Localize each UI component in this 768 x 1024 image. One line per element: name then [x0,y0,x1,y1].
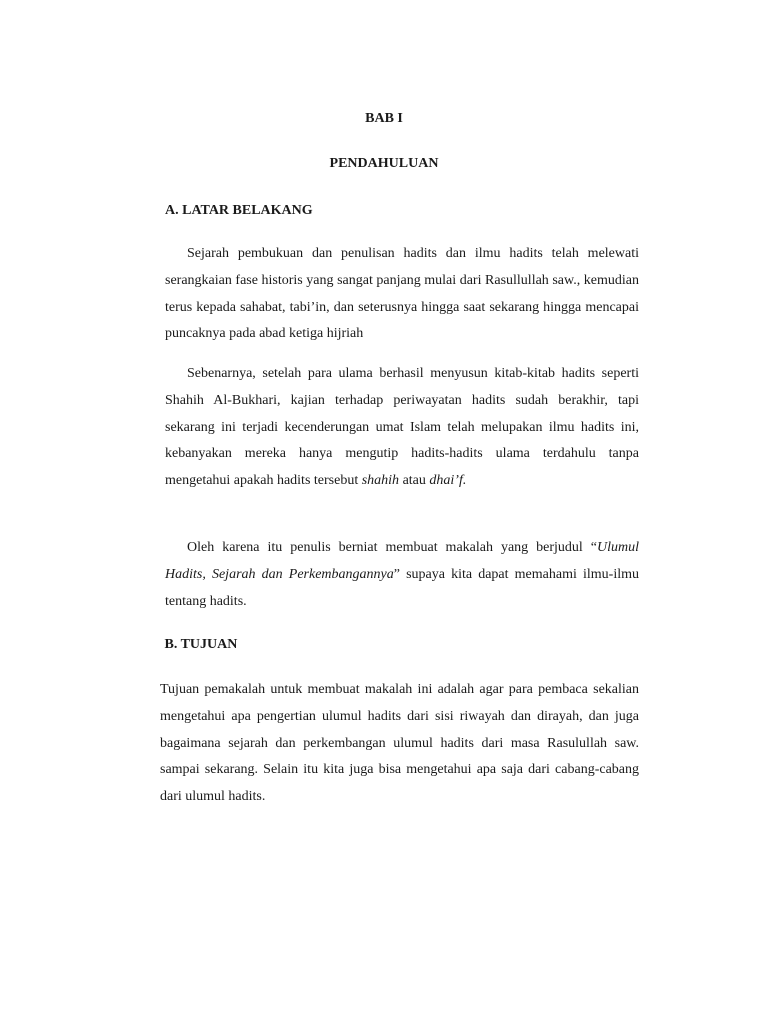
paragraph-3-text-after: ” supaya kita dapat memahami ilmu-ilmu tentang hadits. [165,566,639,609]
paragraph-2-text: Sebenarnya, setelah para ulama berhasil menyusun kitab-kitab hadits seperti Shahih Al-Bukhari, kajian terhadap periwayatan hadits sudah berakhir, tapi sekarang ini terjadi kecenderungan umat Islam telah melupakan ilmu hadits ini, kebanyakan mereka hanya mengutip hadits-hadits ulama terdahulu tanpa mengetahui apakah hadits tersebut [165,366,639,489]
paragraph-4 [160,677,639,811]
paragraph-1-text: Sejarah pembukuan dan penulisan hadits dan ilmu hadits telah melewati serangkaian fase historis yang sangat panjang mulai dari Rasullullah saw., kemudian terus kepada sahabat, tabi’in, dan seterusnya hingga saat sekarang hingga mencapai puncaknya pada abad ketiga hijriah [165,246,639,342]
paragraph-4-text: Tujuan pemakalah untuk membuat makalah ini adalah agar para pembaca sekalian mengetahui apa pengertian ulumul hadits dari sisi riwayah dan dirayah, dan juga bagaimana sejarah dan perkembangan ulumul hadits dari masa Rasulullah saw. sampai sekarang. Selain itu kita juga bisa mengetahui apa saja dari cabang-cabang dari ulumul hadits. [160,682,639,805]
chapter-number: BAB I [365,111,403,126]
paragraph-2-italic-dhaif: dhai’f. [429,473,467,489]
section-a-heading: A. LATAR BELAKANG [165,203,313,218]
paragraph-3-text: Oleh karena itu penulis berniat membuat makalah yang berjudul “ [187,540,597,555]
paragraph-2-italic-shahih: shahih [361,473,400,489]
section-b-heading: B. TUJUAN [161,637,238,652]
paragraph-2-text-middle: atau [399,473,430,489]
paragraph-3 [165,535,639,615]
paragraph-3-italic-title: Ulumul Hadits, Sejarah dan Perkembangannya [165,540,639,582]
paragraph-2 [165,361,639,495]
chapter-title: PENDAHULUAN [329,156,439,171]
paragraph-1 [165,241,639,348]
